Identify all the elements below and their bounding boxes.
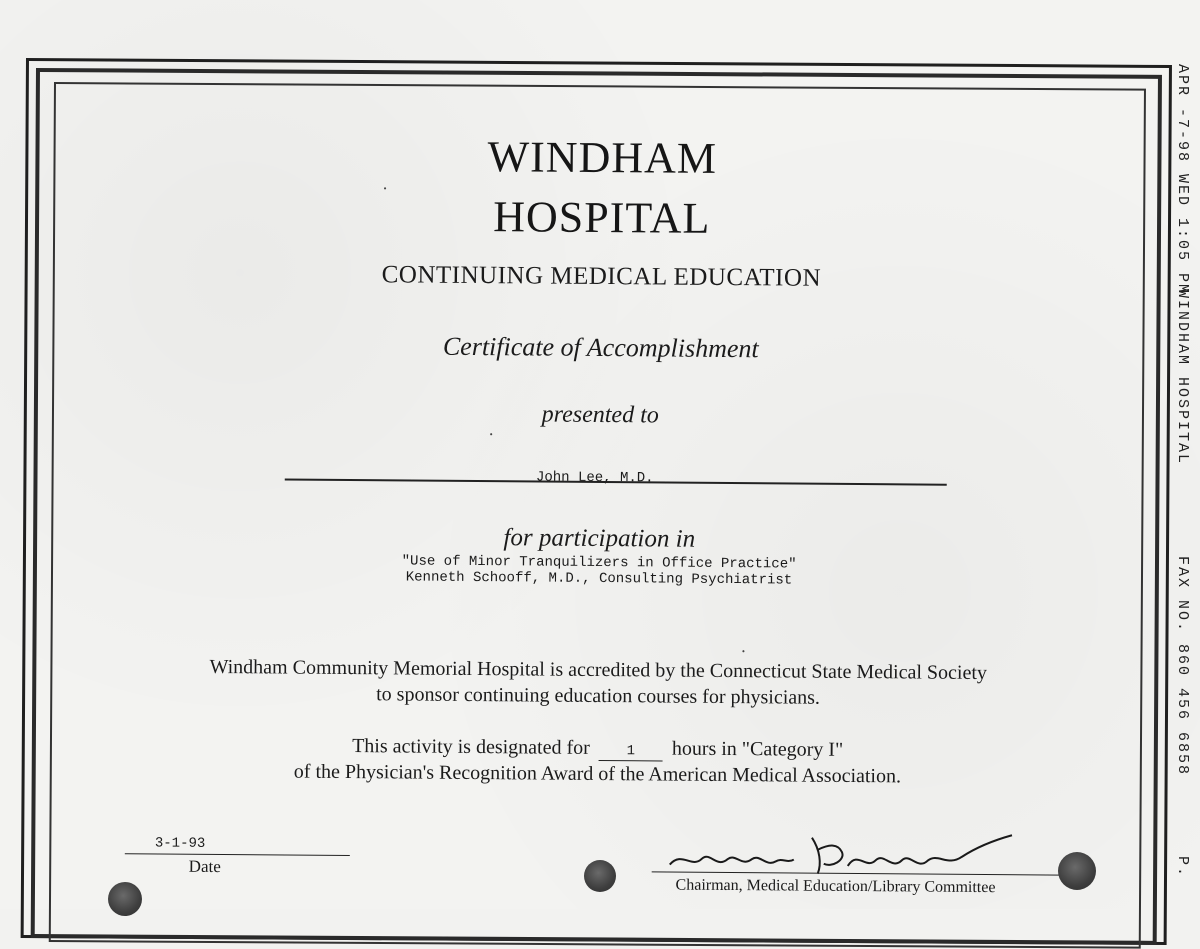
signature-block <box>652 828 1082 897</box>
fax-page-marker: P. <box>1174 856 1191 879</box>
designation-suffix: hours in "Category I" <box>671 737 844 761</box>
certificate-title: Certificate of Accomplishment <box>442 331 759 364</box>
participation-label: for participation in <box>503 524 696 553</box>
designation-line2: of the Physician's Recognition Award of the American Medical Association. <box>293 760 902 788</box>
punch-hole <box>1058 852 1096 890</box>
designation-hours: 1 <box>599 742 663 762</box>
accreditation-line1: Windham Community Memorial Hospital is accredited by the Connecticut State Medical Society <box>209 655 988 685</box>
course-presenter: Kenneth Schooff, M.D., Consulting Psychiatrist <box>405 569 793 589</box>
date-label: Date <box>188 856 221 877</box>
punch-hole <box>108 882 142 916</box>
presented-to-label: presented to <box>541 401 659 429</box>
program-heading: CONTINUING MEDICAL EDUCATION <box>381 261 822 292</box>
fax-header-strip <box>1172 64 1198 894</box>
speck-mark: · <box>740 641 747 662</box>
hospital-name-line2: HOSPITAL <box>493 192 711 243</box>
recipient-name: John Lee, M.D. <box>535 469 654 487</box>
fax-timestamp: APR -7-98 WED 1:05 PM <box>1174 64 1191 296</box>
fax-number: FAX NO. 860 456 6858 <box>1174 556 1191 777</box>
fax-sender: WINDHAM HOSPITAL <box>1174 289 1191 466</box>
punch-hole <box>584 860 616 892</box>
speck-mark: · <box>488 424 495 445</box>
hospital-name-line1: WINDHAM <box>487 132 718 183</box>
date-field <box>125 835 350 878</box>
course-title: "Use of Minor Tranquilizers in Office Practice" <box>401 553 797 573</box>
date-value: 3-1-93 <box>154 835 206 852</box>
designation-prefix: This activity is designated for <box>352 735 590 759</box>
speck-mark: · <box>381 178 389 199</box>
signature-label: Chairman, Medical Education/Library Committee <box>675 876 996 897</box>
accreditation-line2: to sponsor continuing education courses for physicians. <box>376 683 821 709</box>
